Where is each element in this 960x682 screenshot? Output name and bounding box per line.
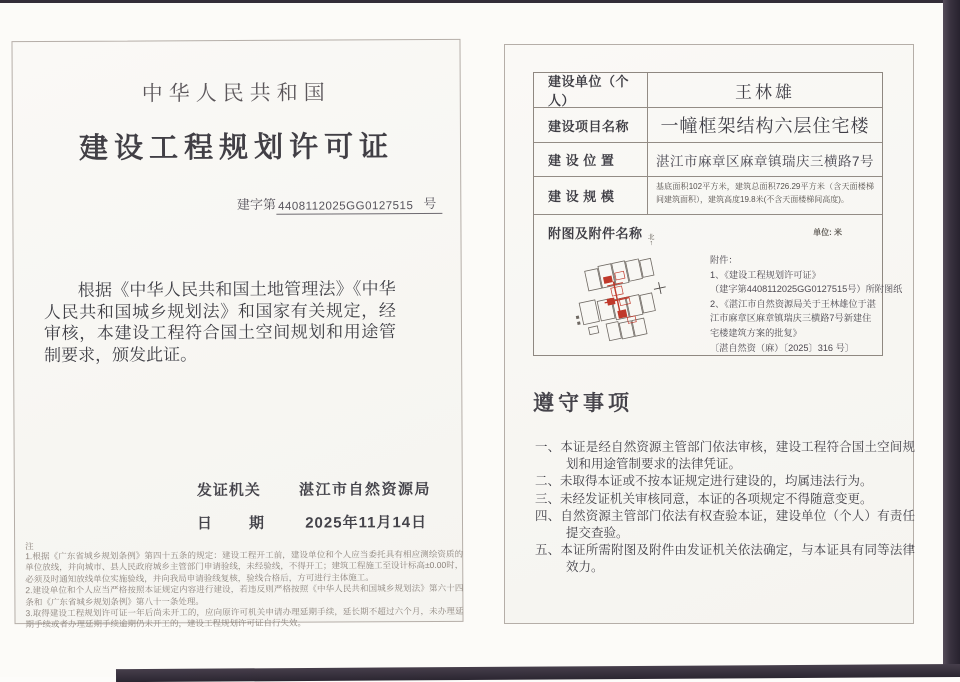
row-value-project: 一幢框架结构六层住宅楼 xyxy=(660,116,870,136)
attachment-line: 江市麻章区麻章镇瑞庆三横路7号新建住 xyxy=(710,313,872,324)
table-row xyxy=(534,143,882,177)
table-row xyxy=(534,177,882,215)
attachment-line: 宅楼建筑方案的批复》 xyxy=(710,327,802,338)
compliance-item: 二、未取得本证或不按本证规定进行建设的，均属违法行为。 xyxy=(535,474,873,489)
certificate-number-digits: 4408112025GG0127515 xyxy=(278,200,414,213)
unit-note: 单位: 米 xyxy=(813,228,842,237)
attachments-heading: 附件： xyxy=(710,255,738,265)
date-value: 2025年11月14日 xyxy=(305,514,428,532)
attachments-row-label: 附图及附件名称 xyxy=(548,226,643,241)
north-arrow-icon: 北 ↑ xyxy=(648,234,655,247)
scan-edge-bottom xyxy=(116,664,960,682)
certificate-title: 建设工程规划许可证 xyxy=(78,131,395,165)
site-plan-sketch xyxy=(572,253,684,351)
certificate-number xyxy=(237,193,442,215)
issuer-label: 发证机关 xyxy=(196,481,261,500)
table-row xyxy=(534,108,882,143)
date-row xyxy=(197,511,427,533)
compliance-item: 五、本证所需附图及附件由发证机关依法确定，与本证具有同等法律效力。 xyxy=(535,543,915,575)
certificate-number-prefix: 建字第 xyxy=(236,196,277,213)
compliance-item: 一、本证是经自然资源主管部门依法审核，建设工程符合国土空间规划和用途管制要求的法律凭证。 xyxy=(535,440,915,472)
north-label: 北 xyxy=(648,234,655,241)
footnote-label: 注 xyxy=(25,541,34,552)
attachment-line: 1、《建设工程规划许可证》 xyxy=(710,269,821,280)
permit-table xyxy=(533,72,903,356)
row-label-location: 建 设 位 置 xyxy=(534,143,648,176)
scan-edge-top xyxy=(0,0,960,3)
compliance-list xyxy=(535,439,915,577)
issuer-row xyxy=(197,478,431,500)
row-value-location: 湛江市麻章区麻章镇瑞庆三横路7号 xyxy=(656,153,875,169)
certificate-number-suffix: 号 xyxy=(423,195,437,212)
row-label-owner: 建设单位（个人） xyxy=(534,73,648,107)
attachment-line: （建字第4408112025GG0127515号）所附图纸 xyxy=(710,284,903,295)
row-value-scale: 基底面积102平方米，建筑总面积726.29平方米（含天面楼梯间建筑面积），建筑高度19.8米(不含天面楼梯间高度)。 xyxy=(656,182,874,204)
permit-cover-page xyxy=(11,39,464,630)
row-label-scale: 建 设 规 模 xyxy=(534,177,648,214)
row-label-project: 建设项目名称 xyxy=(534,108,648,142)
permit-details-page xyxy=(504,44,914,624)
row-value-owner: 王林雄 xyxy=(735,82,795,102)
compliance-heading: 遵守事项 xyxy=(533,392,633,415)
table-row xyxy=(534,73,882,108)
attachments-row xyxy=(534,215,903,355)
footnote-3: 3.取得建设工程规划许可证一年后尚未开工的，应向原许可机关申请办理延期手续，延长期不超过六个月，未办理延期手续或者办理延期手续逾期仍未开工的，建设工程规划许可证自行失效。 xyxy=(25,605,464,630)
country-name: 中华人民共和国 xyxy=(141,80,331,106)
footnote-1: 1.根据《广东省城乡规划条例》第四十五条的规定：建设工程开工前，建设单位和个人应当委托具有相应测绘资质的单位放线，并向城市、县人民政府城乡主管部门申请验线，未经验线，不得开工；建筑工程施工至设计标高±0.00时，必须及时通知放线单位实施验线，并向我局申请验线复核，验线合格后，方可进行主体施工。 xyxy=(25,548,464,584)
date-label: 日期 xyxy=(196,514,302,533)
footnote-2: 2.建设单位和个人应当严格按照本证规定内容进行建设，若违反则严格按照《中华人民共和国城乡规划法》第六十四条和《广东省城乡规划条例》第八十一条处理。 xyxy=(25,583,464,607)
scan-edge-right xyxy=(943,0,960,677)
compliance-item: 四、自然资源主管部门依法有权查验本证，建设单位（个人）有责任提交查验。 xyxy=(535,508,915,541)
certificate-body-text: 根据《中华人民共和国土地管理法》《中华人民共和国城乡规划法》和国家有关规定，经审核，本建设工程符合国土空间规划和用途管制要求，颁发此证。 xyxy=(43,279,397,365)
attachment-line: 〔湛自然资（麻）〔2025〕316 号〕 xyxy=(710,342,854,353)
attachment-line: 2、《湛江市自然资源局关于王林雄位于湛 xyxy=(710,298,876,309)
compliance-item: 三、未经发证机关审核同意，本证的各项规定不得随意变更。 xyxy=(535,491,873,506)
attachments-list xyxy=(710,253,903,355)
issuer-value: 湛江市自然资源局 xyxy=(298,480,432,499)
footnotes xyxy=(25,539,463,631)
